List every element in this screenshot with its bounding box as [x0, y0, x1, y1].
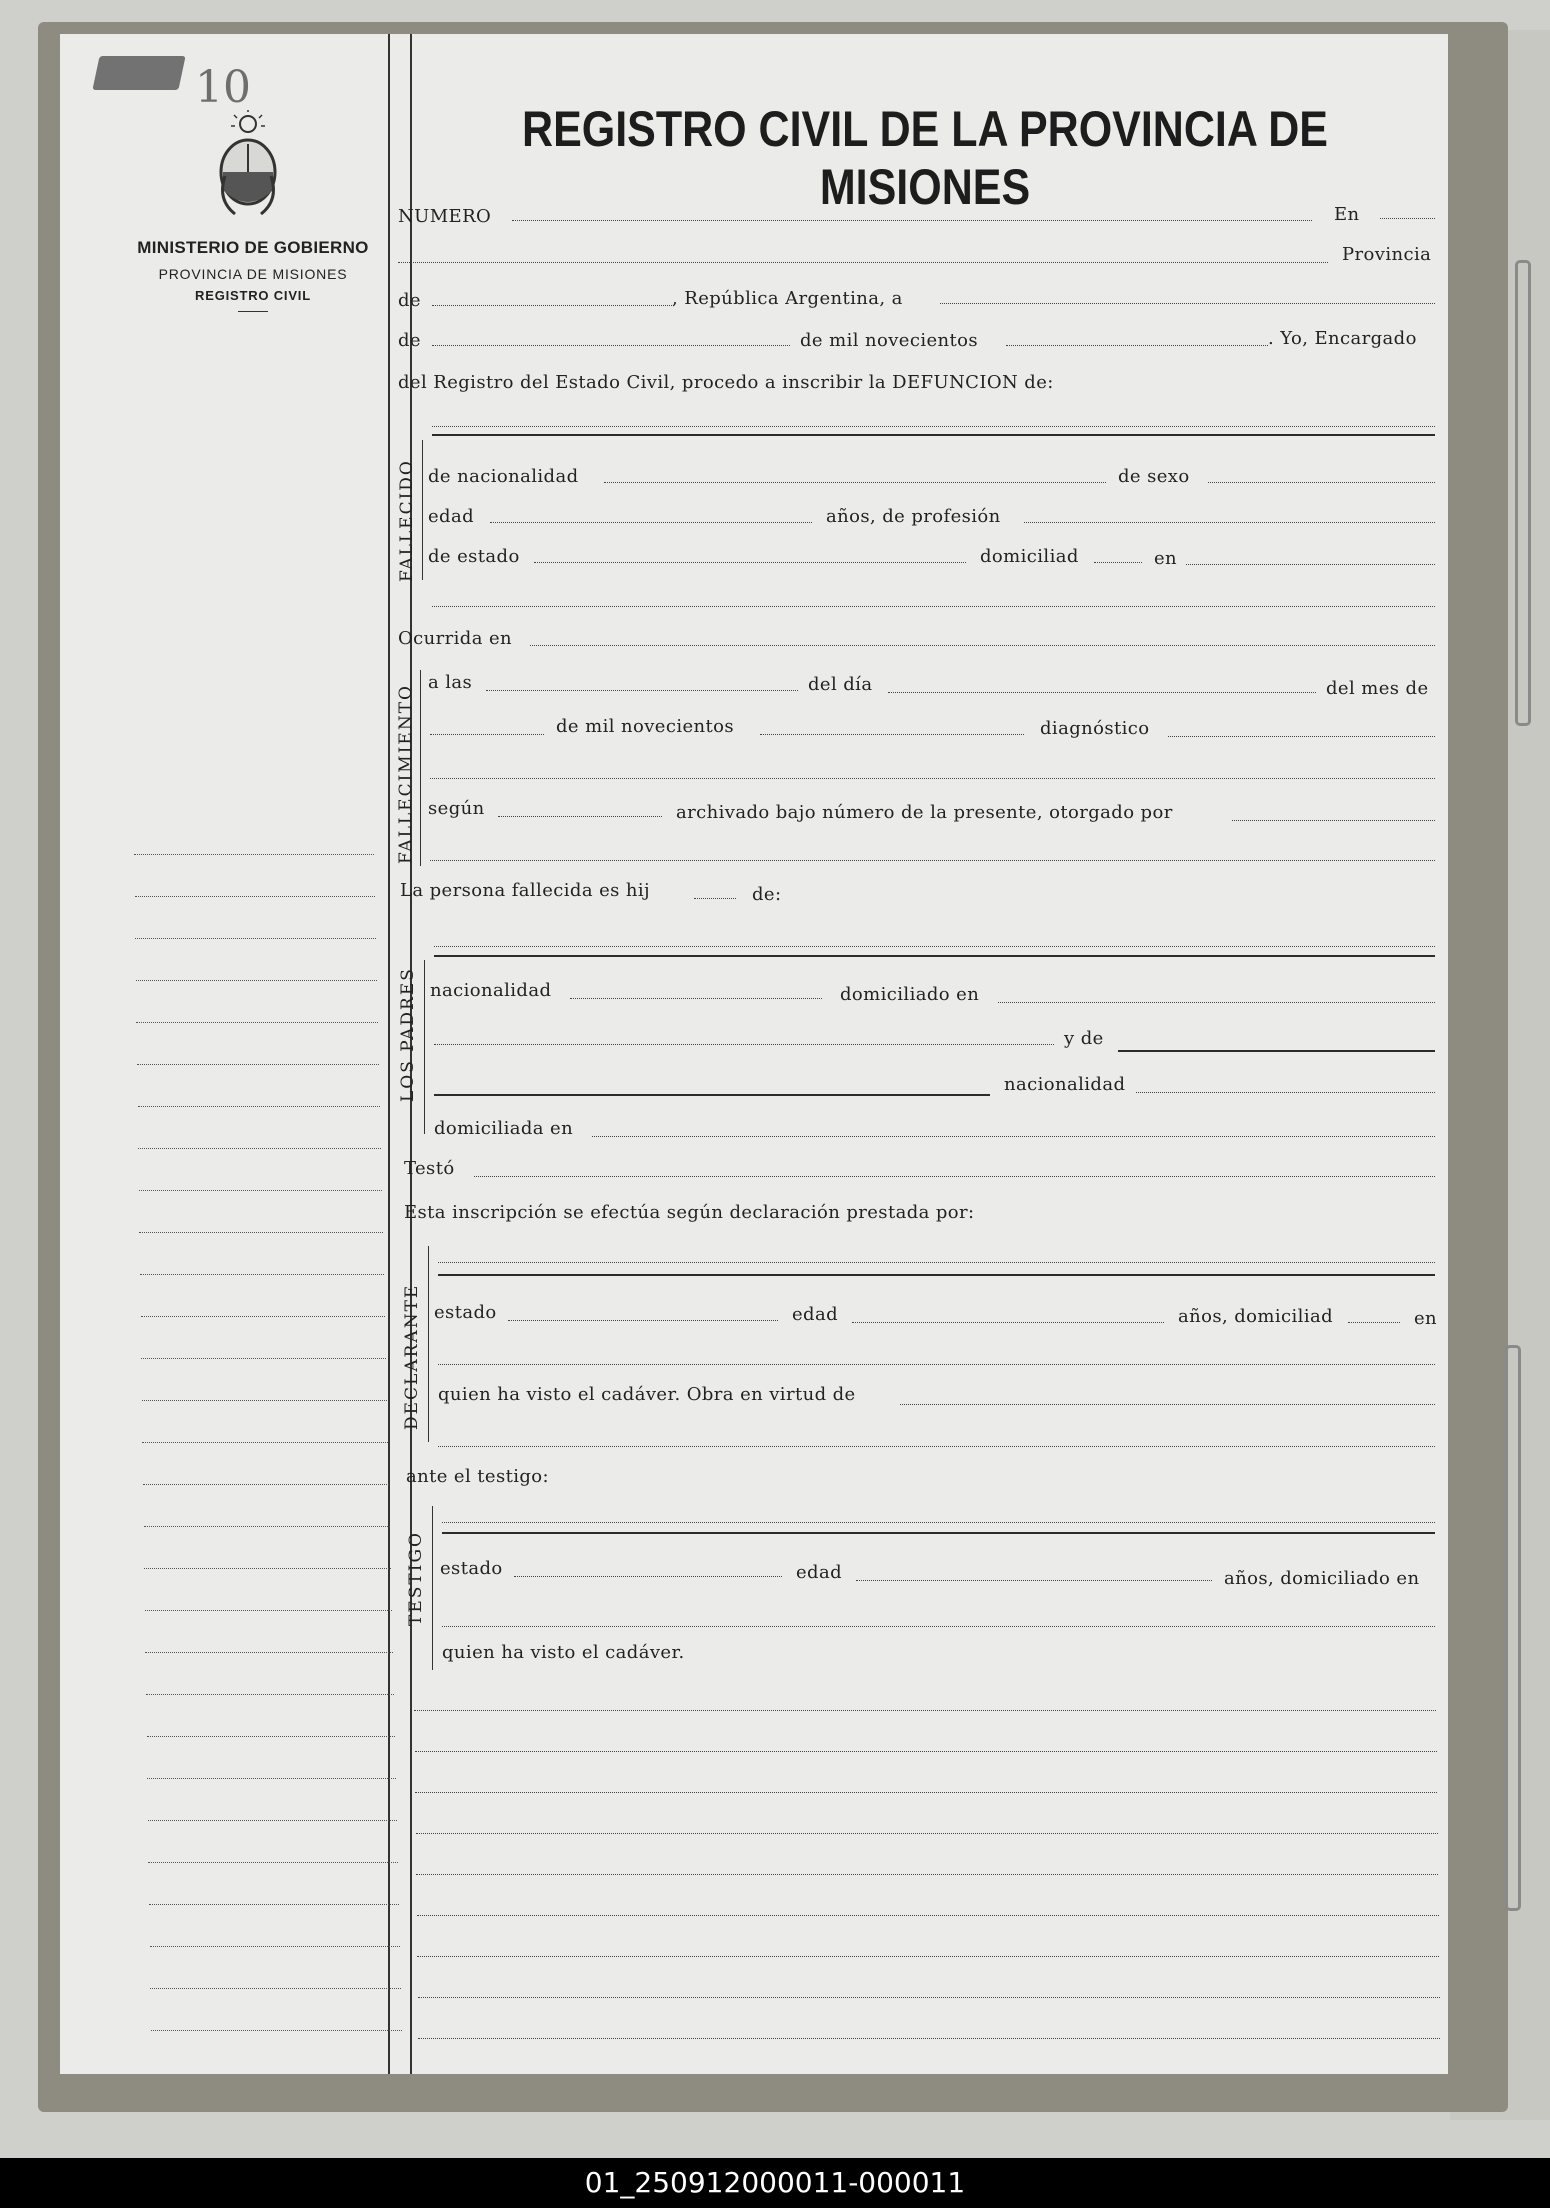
- domiciliada-en-label: domiciliada en: [434, 1118, 574, 1139]
- margin-note-line[interactable]: [135, 896, 375, 897]
- notes-line[interactable]: [418, 2038, 1440, 2039]
- declarante-edad-field[interactable]: [852, 1322, 1164, 1323]
- margin-note-line[interactable]: [139, 1190, 382, 1191]
- margin-note-line[interactable]: [148, 1820, 397, 1821]
- issuing-ministry: [122, 238, 384, 312]
- document-title: REGISTRO CIVIL DE LA PROVINCIA DE MISIONES: [522, 101, 1328, 215]
- persona-fallecida-label: La persona fallecida es hij: [400, 880, 651, 901]
- margin-note-line[interactable]: [144, 1568, 391, 1569]
- persona-de-label: de:: [752, 884, 782, 905]
- ministry-rule: [238, 311, 268, 312]
- testigo-separator: [442, 1532, 1435, 1534]
- margin-note-line[interactable]: [143, 1484, 389, 1485]
- margin-note-line[interactable]: [141, 1358, 386, 1359]
- numero-label: NUMERO: [398, 206, 492, 227]
- hora-field[interactable]: [486, 690, 798, 691]
- notes-line[interactable]: [416, 1833, 1438, 1834]
- obra-en-virtud-field-2[interactable]: [438, 1446, 1435, 1447]
- fallecido-separator: [432, 434, 1435, 436]
- fallecido-section-label: FALLECIDO: [397, 459, 417, 582]
- declarante-nombre-field[interactable]: [438, 1262, 1435, 1263]
- margin-note-line[interactable]: [150, 1946, 400, 1947]
- archive-id: 01_250912000011-000011: [584, 2166, 966, 2199]
- declarante-estado-label: estado: [434, 1302, 497, 1323]
- diagnostico-label: diagnóstico: [1040, 718, 1150, 739]
- binding-ring: [1515, 260, 1531, 726]
- margin-note-line[interactable]: [147, 1736, 395, 1737]
- madre-domicilio-field[interactable]: [592, 1136, 1435, 1137]
- margin-note-line[interactable]: [138, 1148, 381, 1149]
- margin-note-line[interactable]: [136, 1022, 378, 1023]
- notes-line[interactable]: [417, 1956, 1439, 1957]
- de-nacionalidad-label: de nacionalidad: [428, 466, 579, 487]
- de-sexo-label: de sexo: [1118, 466, 1190, 487]
- margin-note-line[interactable]: [141, 1316, 385, 1317]
- ante-testigo-label: ante el testigo:: [406, 1466, 549, 1487]
- fallecido-domicilio-field-2[interactable]: [432, 606, 1435, 607]
- margin-note-line[interactable]: [140, 1274, 384, 1275]
- testigo-anos-label: años, domiciliado en: [1224, 1568, 1420, 1589]
- fecha-mes-field[interactable]: [432, 345, 790, 346]
- padres-section-label: LOS PADRES: [398, 967, 418, 1102]
- margin-note-line[interactable]: [146, 1694, 394, 1695]
- testigo-estado-field[interactable]: [514, 1576, 782, 1577]
- declarante-anos-label: años, domiciliad: [1178, 1306, 1334, 1327]
- esta-inscripcion-label: Esta inscripción se efectúa según declaración prestada por:: [404, 1202, 975, 1223]
- margin-note-line[interactable]: [138, 1106, 380, 1107]
- office-name: REGISTRO CIVIL: [195, 288, 311, 303]
- nacionalidad-padre-label: nacionalidad: [430, 980, 552, 1001]
- de-mil-fallecimiento-label: de mil novecientos: [556, 716, 735, 737]
- notes-line[interactable]: [416, 1874, 1438, 1875]
- a-las-label: a las: [428, 672, 473, 693]
- declarante-section-label: DECLARANTE: [402, 1283, 422, 1430]
- testigo-brace: [432, 1506, 438, 1670]
- margin-note-line[interactable]: [144, 1526, 390, 1527]
- margin-note-line[interactable]: [139, 1232, 383, 1233]
- margin-note-line[interactable]: [147, 1778, 396, 1779]
- declarante-en-label: en: [1414, 1308, 1438, 1329]
- hij-suffix-field[interactable]: [694, 898, 736, 899]
- handwritten-page-number: 10: [195, 62, 251, 113]
- margin-note-line[interactable]: [145, 1652, 393, 1653]
- testo-label: Testó: [404, 1158, 455, 1179]
- yo-encargado-label: . Yo, Encargado: [1268, 328, 1417, 349]
- fallecimiento-section-label: FALLECIMIENTO: [396, 684, 416, 864]
- margin-note-line[interactable]: [136, 980, 377, 981]
- declarante-estado-field[interactable]: [508, 1320, 778, 1321]
- y-de-label: y de: [1064, 1028, 1104, 1049]
- testigo-domicilio-field[interactable]: [442, 1626, 1435, 1627]
- en-label: En: [1334, 204, 1360, 225]
- domiciliad-declarante-suffix-field[interactable]: [1348, 1322, 1400, 1323]
- de-mil-label: de mil novecientos: [800, 330, 979, 351]
- edad-label: edad: [428, 506, 475, 527]
- lugar-field[interactable]: [398, 262, 1328, 263]
- declarante-quien-label: quien ha visto el cadáver. Obra en virtud de: [438, 1384, 856, 1405]
- madre-nombre-field[interactable]: [1118, 1050, 1435, 1052]
- nacionalidad-madre-label: nacionalidad: [1004, 1074, 1126, 1095]
- margin-note-line[interactable]: [151, 2030, 402, 2031]
- declarante-brace: [428, 1246, 434, 1442]
- margin-note-line[interactable]: [142, 1442, 388, 1443]
- testigo-section-label: TESTIGO: [406, 1531, 426, 1626]
- otorgado-por-field-2[interactable]: [430, 860, 1435, 861]
- de-label-1: de: [398, 290, 421, 311]
- mes-field[interactable]: [430, 734, 544, 735]
- diagnostico-field[interactable]: [1168, 736, 1435, 737]
- ink-scratch-mark: [92, 56, 185, 90]
- margin-note-line[interactable]: [149, 1904, 399, 1905]
- otorgado-por-field[interactable]: [1232, 820, 1435, 821]
- declarante-domicilio-field[interactable]: [438, 1364, 1435, 1365]
- obra-en-virtud-field[interactable]: [900, 1404, 1435, 1405]
- diagnostico-field-2[interactable]: [430, 778, 1435, 779]
- testigo-edad-field[interactable]: [856, 1580, 1212, 1581]
- fallecido-nacionalidad-field[interactable]: [604, 482, 1106, 483]
- fallecido-domicilio-field[interactable]: [1186, 564, 1435, 565]
- fallecido-edad-field[interactable]: [490, 522, 812, 523]
- testigo-estado-label: estado: [440, 1558, 503, 1579]
- ministry-name: MINISTERIO DE GOBIERNO: [137, 238, 369, 257]
- margin-note-line[interactable]: [148, 1862, 398, 1863]
- republica-label: , República Argentina, a: [672, 288, 903, 309]
- left-margin-column: [60, 34, 390, 2074]
- del-dia-label: del día: [808, 674, 873, 695]
- padres-separator: [434, 955, 1435, 957]
- notes-line[interactable]: [415, 1751, 1437, 1752]
- dia-field[interactable]: [888, 692, 1316, 693]
- padre-domicilio-field[interactable]: [998, 1002, 1435, 1003]
- domiciliad-suffix-field[interactable]: [1094, 562, 1142, 563]
- domiciliad-label: domiciliad: [980, 546, 1079, 567]
- binding-ring: [1505, 1345, 1521, 1911]
- fallecido-nombre-field[interactable]: [432, 426, 1435, 427]
- testigo-quien-label: quien ha visto el cadáver.: [442, 1642, 685, 1663]
- provincia-label: Provincia: [1342, 244, 1432, 265]
- declarante-separator: [438, 1274, 1435, 1276]
- padre-domicilio-field-2[interactable]: [434, 1044, 1054, 1045]
- de-label-2: de: [398, 330, 421, 351]
- coat-of-arms-seal: [215, 110, 281, 222]
- fallecido-profesion-field[interactable]: [1024, 522, 1435, 523]
- provincia-field[interactable]: [432, 305, 672, 306]
- fecha-dia-field[interactable]: [940, 303, 1435, 304]
- ocurrida-en-field[interactable]: [530, 645, 1435, 646]
- de-estado-label: de estado: [428, 546, 520, 567]
- margin-note-line[interactable]: [135, 938, 376, 939]
- notes-line[interactable]: [415, 1792, 1437, 1793]
- madre-nombre-field-2[interactable]: [434, 1094, 990, 1096]
- margin-note-line[interactable]: [142, 1400, 387, 1401]
- margin-note-line[interactable]: [145, 1610, 392, 1611]
- margin-note-line[interactable]: [137, 1064, 379, 1065]
- testo-field[interactable]: [474, 1176, 1435, 1177]
- fecha-anio-field[interactable]: [1006, 345, 1268, 346]
- en-label-fallecido: en: [1154, 548, 1178, 569]
- fallecido-sexo-field[interactable]: [1208, 482, 1435, 483]
- province-name: PROVINCIA DE MISIONES: [158, 266, 348, 282]
- anos-profesion-label: años, de profesión: [826, 506, 1001, 527]
- notes-line[interactable]: [414, 1710, 1436, 1711]
- anio-fallecimiento-field[interactable]: [760, 734, 1024, 735]
- archivado-label: archivado bajo número de la presente, otorgado por: [676, 802, 1173, 823]
- numero-field[interactable]: [512, 220, 1312, 221]
- archive-footer: [0, 2158, 1550, 2208]
- ocurrida-en-label: Ocurrida en: [398, 628, 513, 649]
- del-mes-de-label: del mes de: [1326, 678, 1429, 699]
- notes-line[interactable]: [418, 1997, 1440, 1998]
- fallecido-estado-field[interactable]: [534, 562, 966, 563]
- margin-note-line[interactable]: [134, 854, 374, 855]
- madre-nacionalidad-field[interactable]: [1136, 1092, 1435, 1093]
- declarante-edad-label: edad: [792, 1304, 839, 1325]
- padre-nacionalidad-field[interactable]: [570, 998, 822, 999]
- fallecimiento-brace: [420, 670, 426, 866]
- segun-label: según: [428, 798, 485, 819]
- padre-nombre-field[interactable]: [434, 946, 1435, 947]
- testigo-edad-label: edad: [796, 1562, 843, 1583]
- notes-line[interactable]: [417, 1915, 1439, 1916]
- testigo-nombre-field[interactable]: [442, 1522, 1435, 1523]
- en-field[interactable]: [1380, 218, 1435, 219]
- margin-note-line[interactable]: [150, 1988, 401, 1989]
- domiciliado-en-padre-label: domiciliado en: [840, 984, 980, 1005]
- segun-field[interactable]: [498, 816, 662, 817]
- del-registro-label: del Registro del Estado Civil, procedo a inscribir la DEFUNCION de:: [398, 372, 1054, 393]
